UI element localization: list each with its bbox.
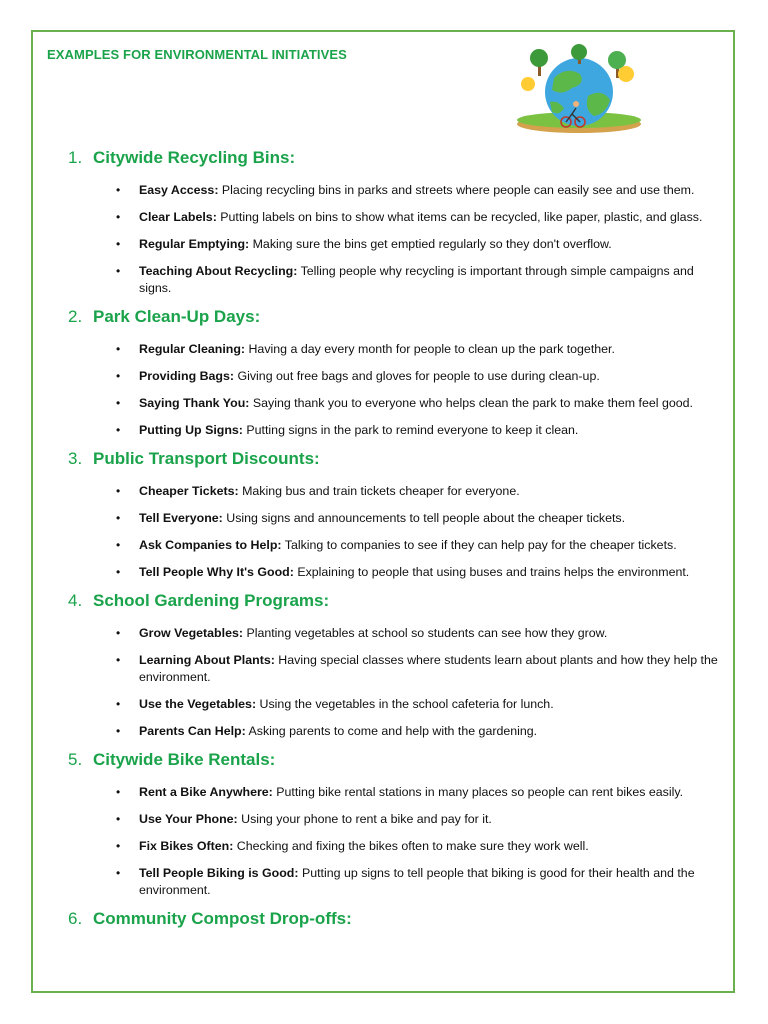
section-heading-text: Park Clean-Up Days: — [93, 307, 261, 326]
item-label: Cheaper Tickets: — [139, 484, 239, 498]
bullet-list — [68, 784, 728, 899]
item-text: Saying thank you to everyone who helps clean the park to make them feel good. — [252, 396, 693, 410]
item-label: Tell People Why It's Good: — [139, 565, 294, 579]
list-item — [68, 182, 728, 199]
bullet-list — [68, 182, 728, 297]
section-heading — [68, 909, 728, 933]
list-item — [68, 625, 728, 642]
list-item — [68, 395, 728, 412]
item-text: Making sure the bins get emptied regularly so they don't overflow. — [252, 237, 612, 251]
initiative-section — [68, 449, 728, 581]
item-text: Telling people why recycling is important through simple campaigns and signs. — [139, 264, 694, 295]
item-label: Saying Thank You: — [139, 396, 250, 410]
item-label: Clear Labels: — [139, 210, 217, 224]
list-item — [68, 537, 728, 554]
section-number: 5. — [68, 750, 83, 769]
list-item — [68, 236, 728, 253]
item-text: Planting vegetables at school so students can see how they grow. — [246, 626, 608, 640]
item-text: Checking and fixing the bikes often to make sure they work well. — [236, 839, 589, 853]
item-label: Ask Companies to Help: — [139, 538, 282, 552]
list-item — [68, 811, 728, 828]
list-item — [68, 564, 728, 581]
item-label: Use Your Phone: — [139, 812, 238, 826]
section-heading-text: Community Compost Drop-offs: — [93, 909, 352, 928]
item-text: Putting labels on bins to show what items can be recycled, like paper, plastic, and glass. — [220, 210, 703, 224]
item-text: Putting bike rental stations in many places so people can rent bikes easily. — [276, 785, 684, 799]
item-text: Using signs and announcements to tell people about the cheaper tickets. — [226, 511, 626, 525]
bullet-list — [68, 483, 728, 581]
initiative-section — [68, 909, 728, 933]
list-item — [68, 341, 728, 358]
item-text: Having special classes where students learn about plants and how they help the environment. — [139, 653, 718, 684]
item-text: Using the vegetables in the school cafeteria for lunch. — [259, 697, 554, 711]
initiative-section — [68, 307, 728, 439]
item-text: Having a day every month for people to clean up the park together. — [248, 342, 615, 356]
initiative-section — [68, 591, 728, 740]
section-heading-text: School Gardening Programs: — [93, 591, 330, 610]
list-item — [68, 422, 728, 439]
item-text: Explaining to people that using buses and trains helps the environment. — [297, 565, 690, 579]
item-label: Easy Access: — [139, 183, 219, 197]
section-heading — [68, 449, 728, 473]
initiatives-list — [68, 148, 728, 943]
item-label: Rent a Bike Anywhere: — [139, 785, 273, 799]
section-heading-text: Citywide Bike Rentals: — [93, 750, 276, 769]
item-text: Placing recycling bins in parks and streets where people can easily see and use them. — [221, 183, 695, 197]
list-item — [68, 510, 728, 527]
section-heading — [68, 591, 728, 615]
item-label: Teaching About Recycling: — [139, 264, 298, 278]
earth-illustration-icon — [506, 44, 652, 136]
section-heading-text: Public Transport Discounts: — [93, 449, 320, 468]
list-item — [68, 209, 728, 226]
section-heading — [68, 148, 728, 172]
item-label: Grow Vegetables: — [139, 626, 243, 640]
item-text: Talking to companies to see if they can help pay for the cheaper tickets. — [284, 538, 677, 552]
item-label: Tell Everyone: — [139, 511, 223, 525]
item-label: Tell People Biking is Good: — [139, 866, 299, 880]
bullet-list — [68, 625, 728, 740]
list-item — [68, 263, 728, 297]
list-item — [68, 723, 728, 740]
item-label: Parents Can Help: — [139, 724, 246, 738]
section-number: 3. — [68, 449, 83, 468]
item-label: Putting Up Signs: — [139, 423, 243, 437]
list-item — [68, 696, 728, 713]
item-label: Use the Vegetables: — [139, 697, 257, 711]
item-label: Regular Emptying: — [139, 237, 250, 251]
section-number: 4. — [68, 591, 83, 610]
bullet-list — [68, 341, 728, 439]
list-item — [68, 838, 728, 855]
item-label: Regular Cleaning: — [139, 342, 246, 356]
item-text: Putting signs in the park to remind everyone to keep it clean. — [246, 423, 579, 437]
list-item — [68, 368, 728, 385]
initiative-section — [68, 148, 728, 297]
section-number: 1. — [68, 148, 83, 167]
document-title: EXAMPLES FOR ENVIRONMENTAL INITIATIVES — [47, 47, 347, 62]
item-text: Giving out free bags and gloves for people to use during clean-up. — [237, 369, 600, 383]
section-number: 6. — [68, 909, 83, 928]
item-label: Fix Bikes Often: — [139, 839, 234, 853]
section-heading — [68, 307, 728, 331]
item-label: Learning About Plants: — [139, 653, 275, 667]
item-text: Using your phone to rent a bike and pay for it. — [241, 812, 492, 826]
list-item — [68, 784, 728, 801]
item-text: Making bus and train tickets cheaper for everyone. — [242, 484, 520, 498]
item-text: Putting up signs to tell people that biking is good for their health and the environment. — [139, 866, 695, 897]
list-item — [68, 652, 728, 686]
item-label: Providing Bags: — [139, 369, 235, 383]
section-number: 2. — [68, 307, 83, 326]
list-item — [68, 483, 728, 500]
item-text: Asking parents to come and help with the gardening. — [248, 724, 538, 738]
section-heading-text: Citywide Recycling Bins: — [93, 148, 296, 167]
initiative-section — [68, 750, 728, 899]
section-heading — [68, 750, 728, 774]
list-item — [68, 865, 728, 899]
